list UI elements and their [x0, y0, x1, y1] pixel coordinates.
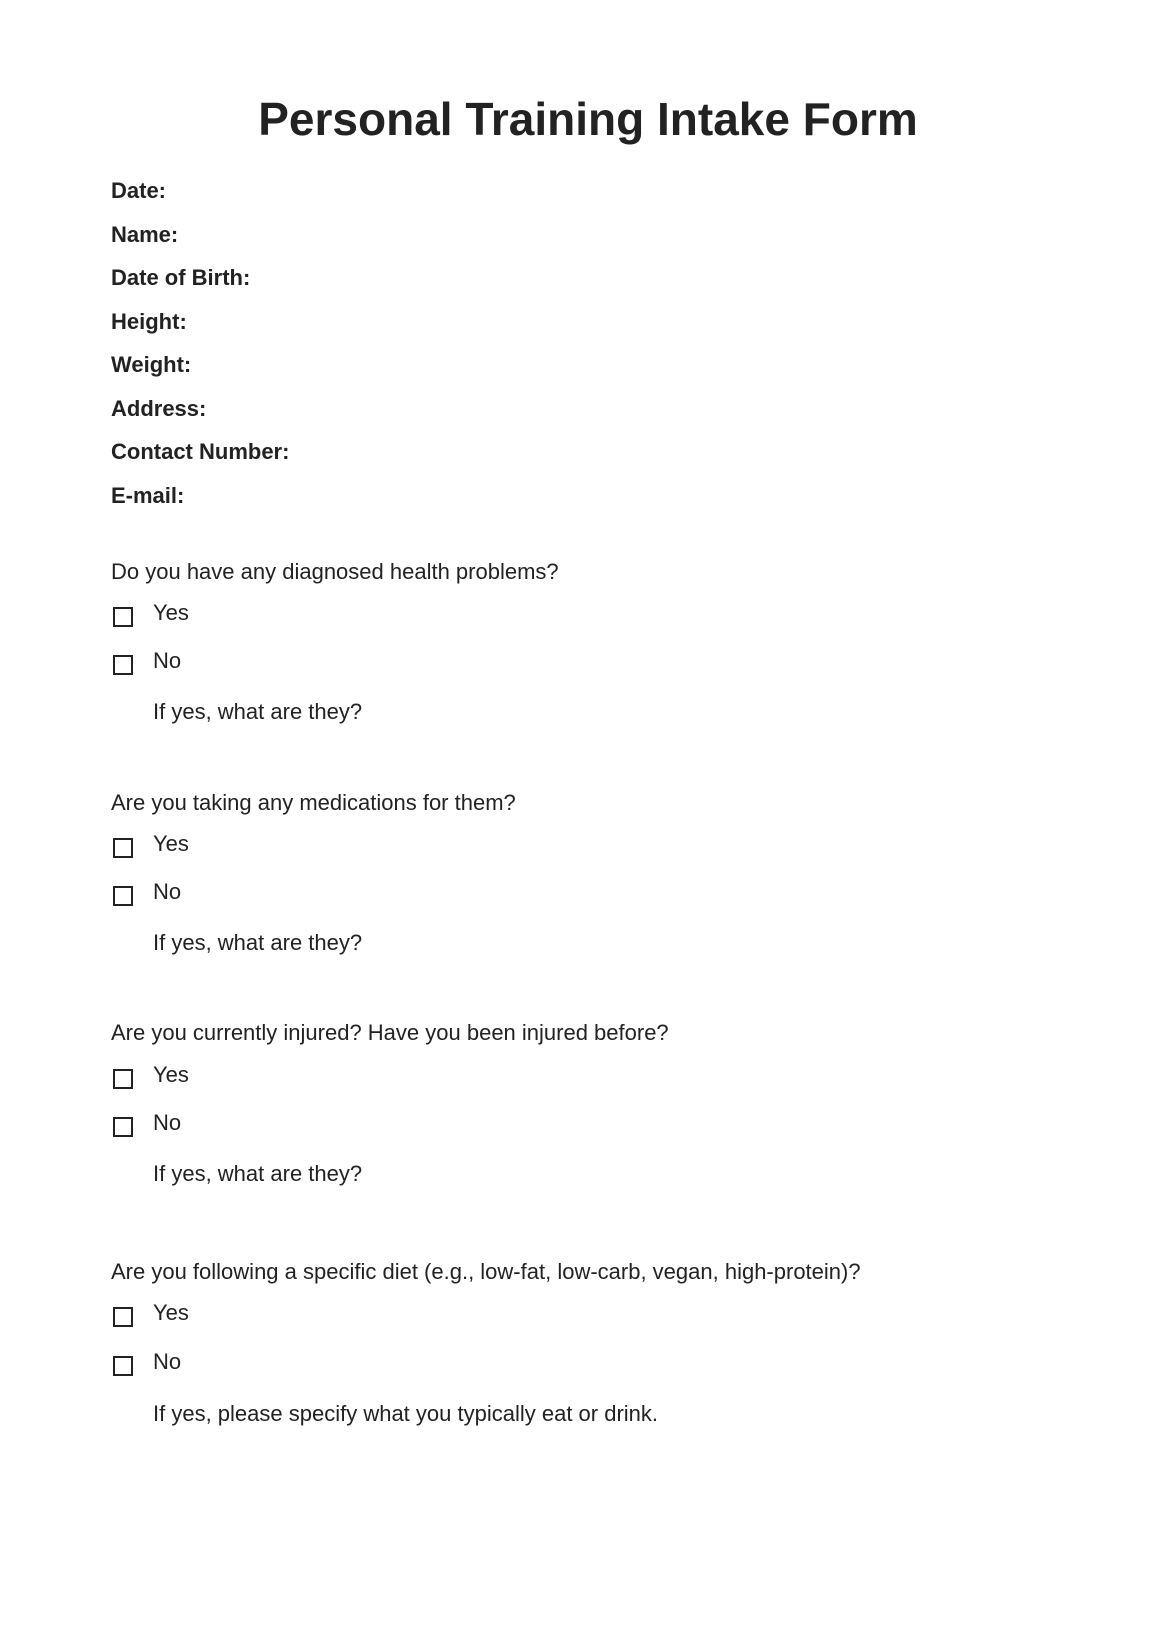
option-health-no [113, 648, 181, 678]
option-medications-no [113, 879, 181, 909]
option-label-yes: Yes [153, 600, 189, 625]
followup-diet: If yes, please specify what you typically eat or drink. [153, 1401, 659, 1426]
height-field-label[interactable]: Height: [111, 308, 187, 334]
followup-health: If yes, what are they? [153, 699, 363, 724]
checkbox-medications-no[interactable] [113, 886, 133, 906]
option-medications-yes [113, 831, 189, 861]
option-label-no: No [153, 879, 182, 904]
option-label-yes: Yes [153, 1300, 189, 1325]
question-medications: Are you taking any medications for them? [111, 790, 516, 815]
option-injured-no [113, 1110, 181, 1140]
option-diet-yes [113, 1300, 189, 1330]
email-field-label[interactable]: E-mail: [111, 482, 185, 508]
checkbox-injured-no[interactable] [113, 1117, 133, 1137]
date-field-label[interactable]: Date: [111, 178, 167, 203]
option-label-no: No [153, 1110, 182, 1135]
checkbox-diet-yes[interactable] [113, 1307, 133, 1327]
option-label-no: No [153, 1349, 182, 1374]
option-diet-no [113, 1349, 181, 1379]
option-label-no: No [153, 648, 182, 673]
dob-field-label[interactable]: Date of Birth: [111, 265, 251, 290]
question-health-problems: Do you have any diagnosed health problems? [111, 559, 559, 584]
checkbox-health-no[interactable] [113, 655, 133, 675]
weight-field-label[interactable]: Weight: [111, 352, 192, 377]
checkbox-diet-no[interactable] [113, 1356, 133, 1376]
question-injured: Are you currently injured? Have you been injured before? [111, 1020, 669, 1045]
contact-number-field-label[interactable]: Contact Number: [111, 439, 290, 464]
personal-info-fields [111, 176, 289, 524]
checkbox-health-yes[interactable] [113, 607, 133, 627]
name-field-label[interactable]: Name: [111, 221, 179, 247]
followup-injured: If yes, what are they? [153, 1161, 363, 1186]
address-field-label[interactable]: Address: [111, 395, 207, 421]
page-title: Personal Training Intake Form [258, 93, 918, 145]
option-label-yes: Yes [153, 831, 189, 856]
option-health-yes [113, 600, 189, 630]
option-injured-yes [113, 1062, 189, 1092]
option-label-yes: Yes [153, 1062, 189, 1087]
question-diet: Are you following a specific diet (e.g., low-fat, low-carb, vegan, high-protein)? [111, 1259, 861, 1284]
checkbox-injured-yes[interactable] [113, 1069, 133, 1089]
checkbox-medications-yes[interactable] [113, 838, 133, 858]
followup-medications: If yes, what are they? [153, 930, 363, 955]
